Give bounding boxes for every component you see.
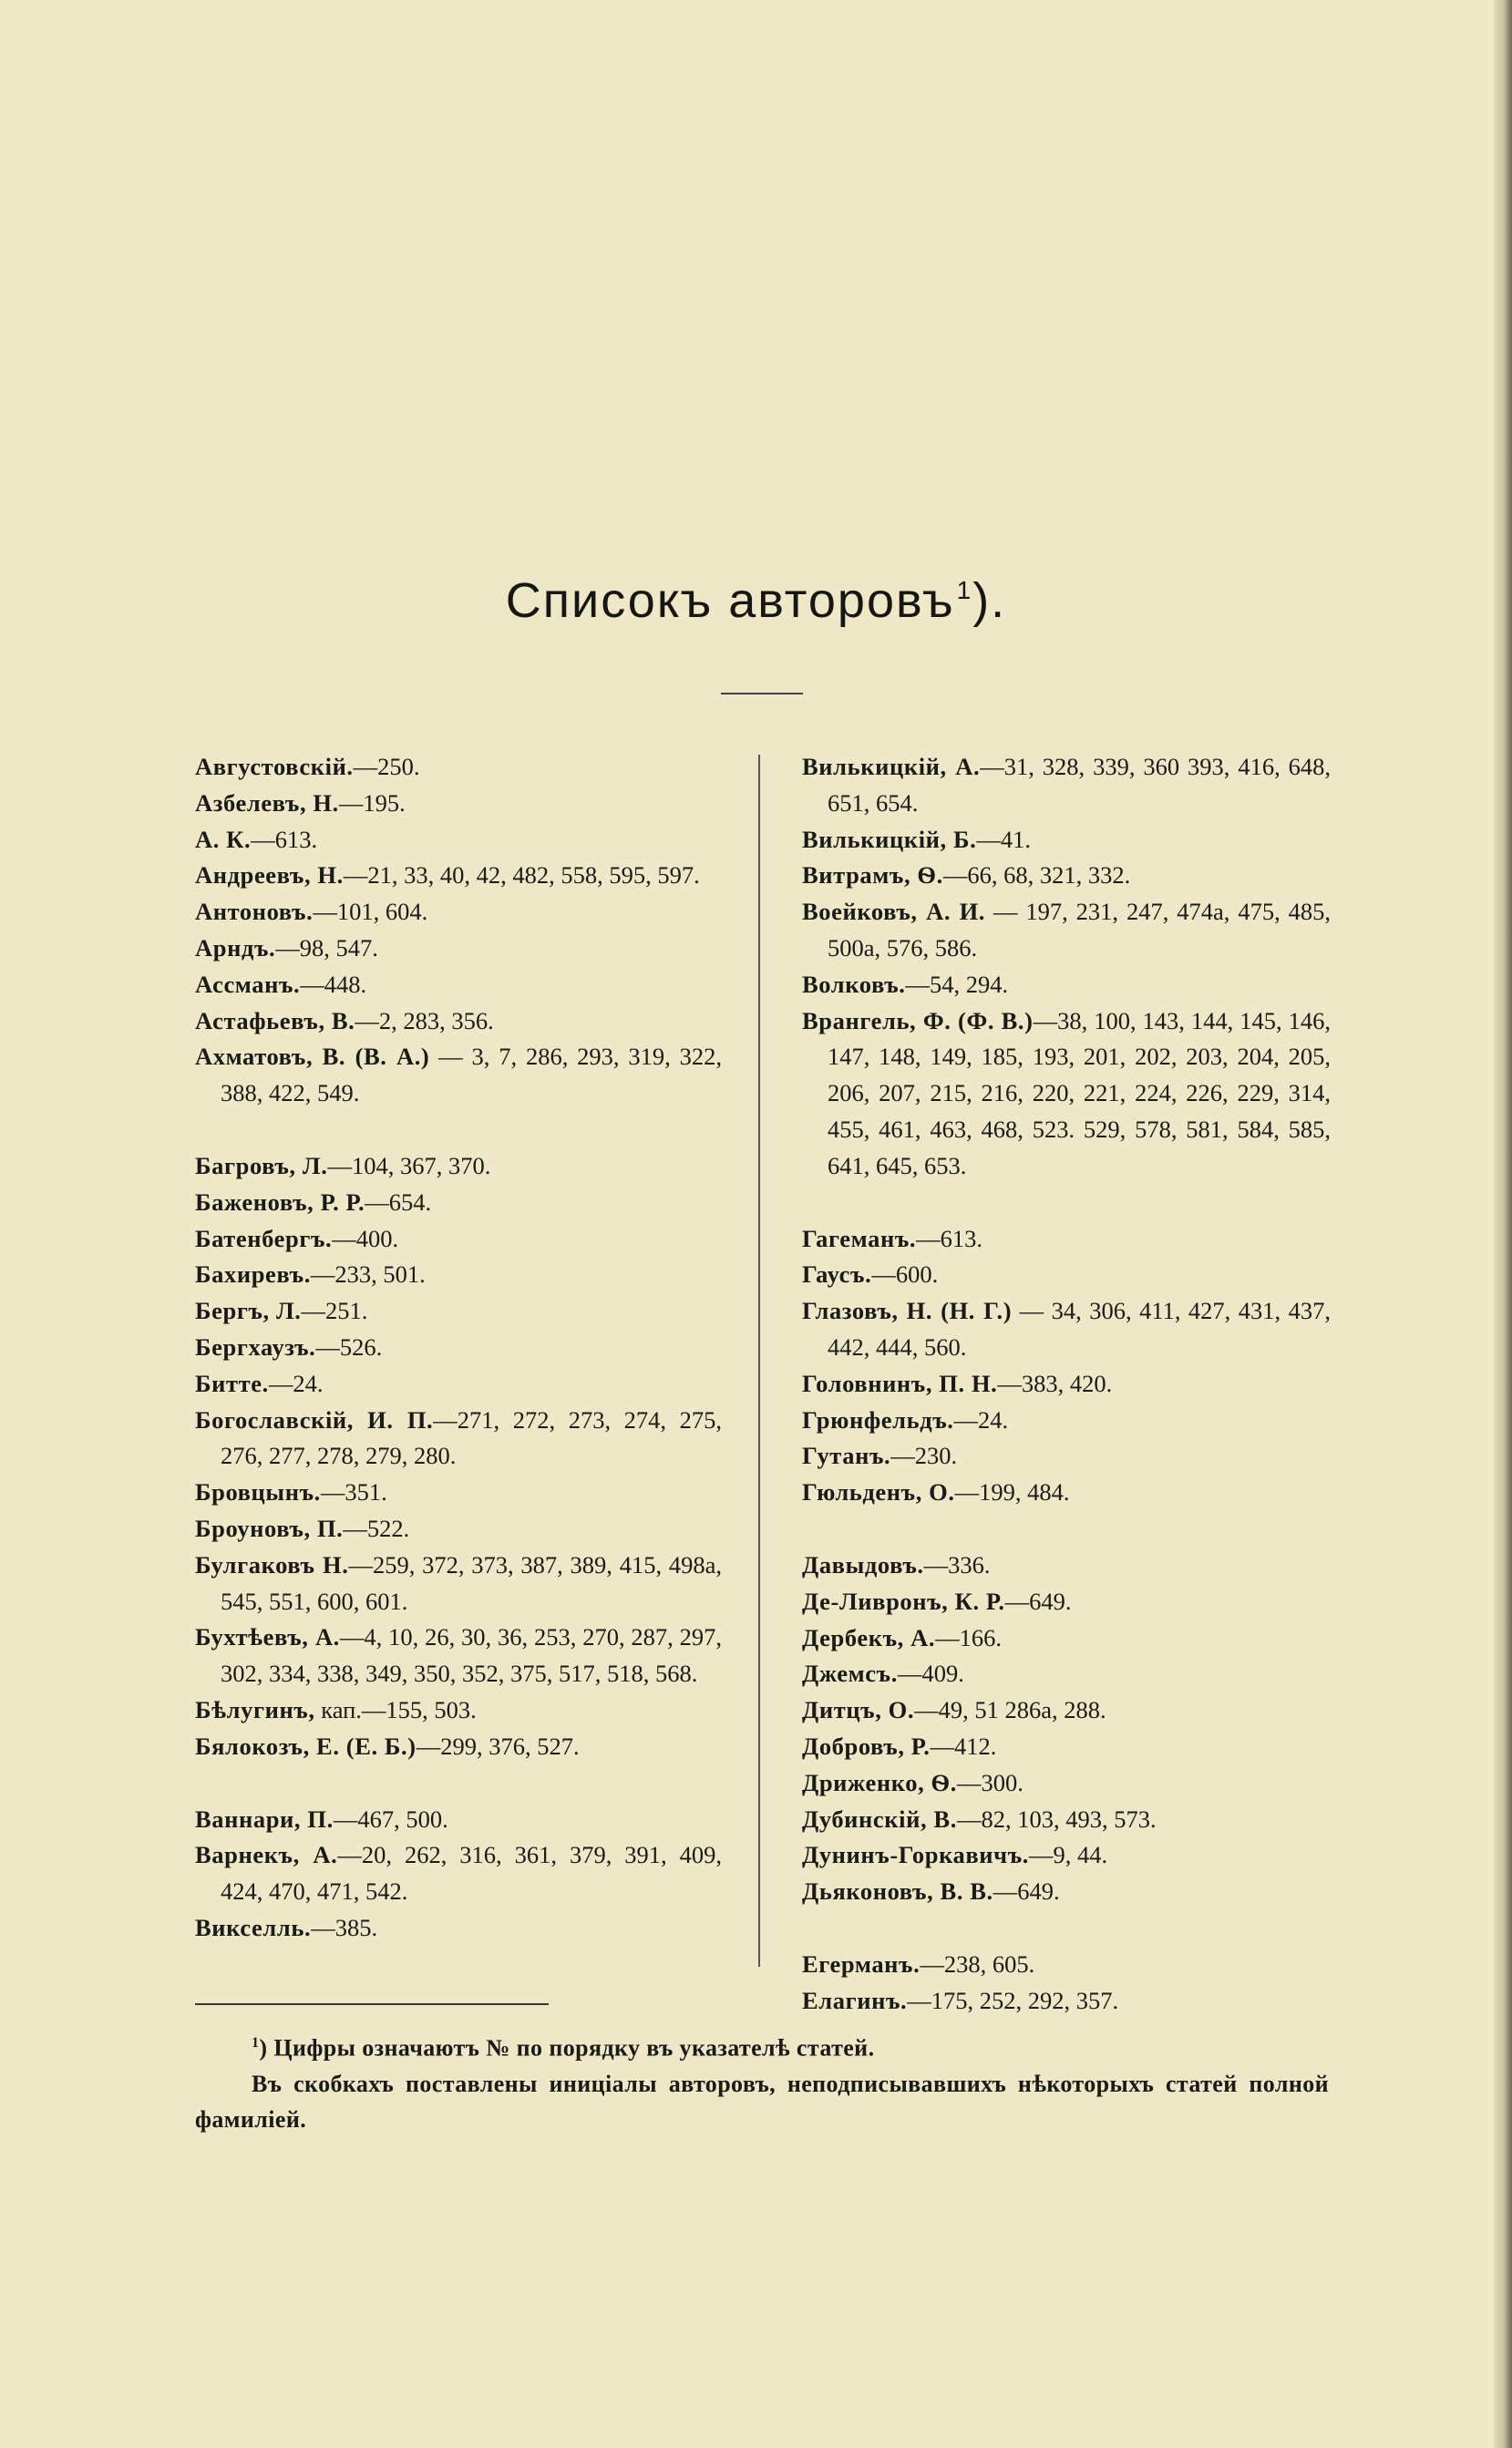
author-entry xyxy=(195,858,722,894)
article-refs: —49, 51 286а, 288. xyxy=(914,1696,1106,1724)
author-name: Глазовъ, Н. (Н. Г.) xyxy=(802,1297,1013,1325)
author-name: Баженовъ, Р. Р. xyxy=(195,1188,365,1216)
article-refs: —98, 547. xyxy=(275,933,378,962)
author-entry xyxy=(195,1185,722,1221)
article-refs: —2, 283, 356. xyxy=(355,1006,494,1034)
author-name: Дербекъ, А. xyxy=(802,1623,936,1651)
author-name: Дубинскій, В. xyxy=(802,1805,957,1833)
article-refs: —9, 44. xyxy=(1029,1841,1108,1869)
author-entry xyxy=(195,1330,722,1366)
author-entry xyxy=(195,1837,722,1910)
article-refs: — 3, 7, 286, 293, 319, 322, 388, 422, 549. xyxy=(221,1043,722,1107)
author-entry xyxy=(195,786,722,822)
footnote-1 xyxy=(195,2025,1329,2066)
author-name: А. К. xyxy=(195,825,252,853)
article-refs: —24. xyxy=(953,1405,1009,1434)
author-name: Бергъ, Л. xyxy=(195,1297,302,1325)
author-name: Джемсъ. xyxy=(802,1660,898,1688)
article-refs: —250. xyxy=(353,753,420,780)
author-name: Бухтѣевъ, А. xyxy=(195,1623,340,1651)
footnote-1-text: ) Цифры означаютъ № по порядку въ указателѣ статей. xyxy=(259,2034,875,2062)
author-entry xyxy=(195,822,722,859)
author-entry xyxy=(802,858,1331,894)
author-entry xyxy=(195,931,722,967)
article-refs: —166. xyxy=(935,1623,1002,1651)
article-refs: —383, 420. xyxy=(997,1369,1113,1397)
article-refs: —230. xyxy=(890,1442,958,1470)
article-refs: —271, 272, 273, 274, 275, 276, 277, 278, 279, 280. xyxy=(221,1405,723,1470)
article-refs: —251. xyxy=(301,1297,368,1325)
article-refs: —613. xyxy=(251,825,318,853)
author-entry xyxy=(802,1692,1331,1729)
author-entry xyxy=(195,749,722,786)
author-name: Батенбергъ. xyxy=(195,1224,333,1252)
title-divider xyxy=(721,693,803,694)
article-refs: —409. xyxy=(897,1660,964,1688)
author-entry xyxy=(195,1548,722,1620)
author-name: Бровцынъ. xyxy=(195,1478,321,1507)
article-refs: —238, 605. xyxy=(920,1949,1035,1978)
author-name: Де-Ливронъ, К. Р. xyxy=(802,1587,1005,1615)
author-entry xyxy=(802,1874,1331,1910)
author-name: Грюнфельдъ. xyxy=(802,1405,954,1434)
page-title: Списокъ авторовъ$^1$). xyxy=(505,573,1007,628)
author-name: Астафьевъ, В. xyxy=(195,1006,355,1034)
article-refs: —448. xyxy=(300,970,367,998)
article-refs: —299, 376, 527. xyxy=(416,1732,580,1760)
author-entry xyxy=(802,1403,1331,1439)
author-entry xyxy=(195,1366,722,1403)
article-refs: —54, 294. xyxy=(905,970,1009,998)
author-entry xyxy=(802,1765,1331,1802)
page-edge xyxy=(1494,0,1512,2448)
author-entry xyxy=(802,1983,1331,2020)
article-refs: —412. xyxy=(930,1732,997,1760)
article-refs: —66, 68, 321, 332. xyxy=(942,861,1131,890)
article-refs: —400. xyxy=(332,1224,399,1252)
article-refs: —195. xyxy=(338,788,406,817)
article-refs: —259, 372, 373, 387, 389, 415, 498а, 545, 551, 600, 601. xyxy=(221,1550,722,1615)
author-entry xyxy=(802,1802,1331,1838)
author-entry xyxy=(195,1910,722,1947)
author-name: Добровъ, Р. xyxy=(802,1732,931,1760)
footnote-2: Въ скобкахъ поставлены иниціалы авторовъ, неподписывавшихъ нѣкоторыхъ статей полной фамиліей. xyxy=(195,2070,1329,2133)
column-divider xyxy=(758,755,760,1967)
author-entry xyxy=(195,1802,722,1838)
author-name: Бялокозъ, Е. (Е. Б.) xyxy=(195,1732,417,1760)
author-entry xyxy=(802,1584,1331,1620)
author-entry xyxy=(802,967,1331,1003)
author-entry xyxy=(195,1729,722,1765)
article-refs: —82, 103, 493, 573. xyxy=(956,1805,1157,1833)
author-name: Арндъ. xyxy=(195,933,276,962)
author-name: Дриженко, Ѳ. xyxy=(802,1768,957,1796)
author-entry xyxy=(802,822,1331,859)
author-name: Дунинъ-Горкавичъ. xyxy=(802,1841,1029,1869)
author-entry xyxy=(195,1620,722,1692)
author-name: Бергхаузъ. xyxy=(195,1332,316,1361)
article-refs: —38, 100, 143, 144, 145, 146, 147, 148, 149, 185, 193, 201, 202, 203, 204, 205, 206, 207, 215, 216, 220, 221, 224, 226, 229, 314, 455, 461, 463, 468, 523. 529, 578, 581, 584, 585, 641, 645, 653. xyxy=(828,1006,1332,1179)
author-entry xyxy=(195,1039,722,1112)
author-entry xyxy=(195,967,722,1003)
author-entry xyxy=(195,1403,722,1476)
title-footnote-marker: 1 xyxy=(956,576,973,604)
author-name: Головнинъ, П. Н. xyxy=(802,1369,998,1397)
article-refs: —467, 500. xyxy=(333,1805,448,1833)
author-entry xyxy=(802,1548,1331,1584)
author-name: Гагеманъ. xyxy=(802,1224,917,1252)
article-refs: —20, 262, 316, 361, 379, 391, 409, 424, 470, 471, 542. xyxy=(221,1841,722,1906)
author-name: Елагинъ. xyxy=(802,1986,908,2014)
article-refs: —526. xyxy=(315,1332,383,1361)
author-name: Гюльденъ, О. xyxy=(802,1478,955,1507)
author-entry xyxy=(802,1003,1331,1185)
author-entry xyxy=(802,1438,1331,1475)
author-entry xyxy=(195,1221,722,1258)
article-refs: —649. xyxy=(1004,1587,1072,1615)
footnote-divider xyxy=(195,2003,549,2005)
author-name: Врангель, Ф. (Ф. В.) xyxy=(802,1006,1034,1034)
article-refs: —175, 252, 292, 357. xyxy=(907,1986,1119,2014)
article-refs: —24. xyxy=(268,1369,324,1397)
article-refs: —649. xyxy=(993,1877,1060,1906)
author-name: Броуновъ, П. xyxy=(195,1514,344,1542)
article-refs: —385. xyxy=(311,1913,378,1941)
title-text: Списокъ авторовъ xyxy=(505,573,955,628)
article-refs: —522. xyxy=(343,1514,410,1542)
author-name: Багровъ, Л. xyxy=(195,1151,328,1179)
author-entry xyxy=(195,1003,722,1040)
author-entry xyxy=(802,1293,1331,1366)
article-refs: —4, 10, 26, 30, 36, 253, 270, 287, 297, 302, 334, 338, 349, 350, 352, 375, 517, 518, 568. xyxy=(221,1623,723,1688)
article-refs: —300. xyxy=(957,1768,1023,1796)
article-refs: — 197, 231, 247, 474а, 475, 485, 500а, 576, 586. xyxy=(828,898,1331,962)
author-name: Вилькицкій, А. xyxy=(802,753,981,780)
author-name: Витрамъ, Ѳ. xyxy=(802,861,943,890)
author-entry xyxy=(195,1511,722,1548)
author-name: Викселль. xyxy=(195,1913,312,1941)
article-refs: —21, 33, 40, 42, 482, 558, 595, 597. xyxy=(343,861,700,890)
author-name: Воейковъ, А. И. xyxy=(802,898,986,926)
author-entry xyxy=(802,1656,1331,1692)
author-name: Егерманъ. xyxy=(802,1949,921,1978)
author-name: Антоновъ. xyxy=(195,898,314,926)
article-refs: —104, 367, 370. xyxy=(327,1151,491,1179)
author-entry xyxy=(195,1475,722,1511)
author-entry xyxy=(195,894,722,931)
author-entry xyxy=(195,1257,722,1293)
article-refs: —101, 604. xyxy=(313,898,428,926)
author-name: Августовскій. xyxy=(195,753,354,780)
footnote-marker: 1 xyxy=(252,2035,260,2051)
author-entry xyxy=(802,1475,1331,1511)
footnotes xyxy=(195,2025,1329,2137)
author-name: Битте. xyxy=(195,1369,269,1397)
author-entry xyxy=(195,1692,722,1729)
author-entry xyxy=(802,1221,1331,1258)
author-entry xyxy=(802,1366,1331,1403)
article-refs: — 34, 306, 411, 427, 431, 437, 442, 444, 560. xyxy=(828,1297,1331,1361)
article-refs: —31, 328, 339, 360 393, 416, 648, 651, 654. xyxy=(828,753,1332,817)
article-refs: —600. xyxy=(871,1260,939,1289)
article-refs: —654. xyxy=(365,1188,432,1216)
author-name: Дьяконовъ, В. В. xyxy=(802,1877,993,1906)
author-name: Богославскій, И. П. xyxy=(195,1405,434,1434)
author-name: Андреевъ, Н. xyxy=(195,861,344,890)
author-name: Варнекъ, А. xyxy=(195,1841,338,1869)
article-refs: —233, 501. xyxy=(310,1260,426,1289)
author-name: Вилькицкій, Б. xyxy=(802,825,977,853)
author-entry xyxy=(802,1947,1331,1983)
author-entry xyxy=(802,1837,1331,1874)
author-name: Ахматовъ, В. (В. А.) xyxy=(195,1043,430,1071)
author-name: Азбелевъ, Н. xyxy=(195,788,339,817)
author-name: Ассманъ. xyxy=(195,970,301,998)
author-entry xyxy=(802,894,1331,967)
author-entry xyxy=(195,1148,722,1185)
author-name: Волковъ. xyxy=(802,970,906,998)
author-name: Дитцъ, О. xyxy=(802,1696,915,1724)
author-column-left xyxy=(195,749,722,1947)
author-column-right xyxy=(802,749,1331,2020)
author-entry xyxy=(802,1729,1331,1765)
author-name: Бѣлугинъ, xyxy=(195,1695,315,1723)
author-entry xyxy=(802,1257,1331,1293)
author-name: Бахиревъ. xyxy=(195,1260,311,1289)
article-refs: кап.—155, 503. xyxy=(314,1695,477,1723)
article-refs: —336. xyxy=(923,1550,991,1579)
article-refs: —199, 484. xyxy=(954,1478,1070,1507)
author-entry xyxy=(195,1293,722,1330)
author-name: Давыдовъ. xyxy=(802,1550,924,1579)
article-refs: —351. xyxy=(320,1478,387,1507)
author-name: Гаусъ. xyxy=(802,1260,872,1289)
author-entry xyxy=(802,1620,1331,1657)
author-name: Булгаковъ Н. xyxy=(195,1550,349,1579)
author-name: Ваннари, П. xyxy=(195,1805,334,1833)
author-name: Гутанъ. xyxy=(802,1442,891,1470)
author-entry xyxy=(802,749,1331,822)
article-refs: —41. xyxy=(976,825,1031,853)
article-refs: —613. xyxy=(916,1224,982,1252)
